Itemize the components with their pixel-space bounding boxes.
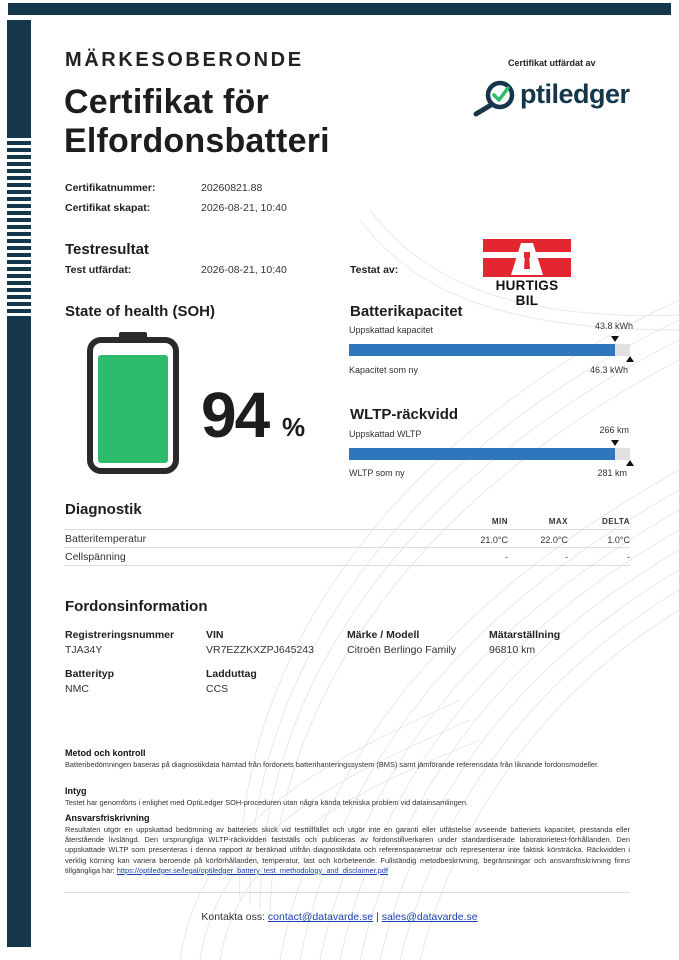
- optiledger-logo-icon: [470, 78, 526, 118]
- vehicle-heading: Fordonsinformation: [65, 598, 208, 615]
- cert-number-label: Certifikatnummer:: [65, 182, 156, 194]
- model-label: Märke / Modell: [347, 629, 420, 641]
- charge-port-label: Ladduttag: [206, 668, 257, 680]
- disclaimer-heading: Ansvarsfriskrivning: [65, 813, 150, 823]
- range-estimated-value: 266 km: [599, 425, 629, 435]
- method-heading: Metod och kontroll: [65, 748, 146, 758]
- battery-type-label: Batterityp: [65, 668, 115, 680]
- cert-created-label: Certifikat skapat:: [65, 202, 151, 214]
- optiledger-logo-text: ptiledger: [520, 79, 630, 109]
- range-new-value: 281 km: [597, 468, 627, 478]
- diag-row-max: 22.0°C: [540, 535, 568, 545]
- contact-line: [0, 911, 679, 923]
- battery-icon: [87, 332, 179, 474]
- vin-label: VIN: [206, 629, 224, 641]
- range-new-marker: [626, 460, 634, 466]
- odometer-label: Mätarställning: [489, 629, 561, 641]
- range-heading: WLTP-räckvidd: [350, 406, 459, 423]
- vin-value: VR7EZZKXZPJ645243: [206, 644, 314, 656]
- odometer-value: 96810 km: [489, 644, 536, 656]
- capacity-new-value: 46.3 kWh: [589, 365, 628, 375]
- diag-rule: [64, 565, 630, 566]
- tested-by-label: Testat av:: [350, 264, 399, 276]
- reg-label: Registreringsnummer: [65, 629, 175, 641]
- diag-row-min: -: [505, 552, 508, 562]
- cert-created-value: 2026-08-21, 10:40: [201, 202, 287, 214]
- disclaimer-link[interactable]: https://optiledger.se/legal/optiledger_battery_test_methodology_and_disclaimer.pdf: [116, 865, 388, 875]
- reg-value: TJA34Y: [65, 644, 103, 656]
- test-issued-value: 2026-08-21, 10:40: [201, 264, 287, 276]
- title-line-1: Certifikat för: [64, 83, 269, 121]
- capacity-bar: [349, 344, 630, 356]
- hurtigs-logo-text: HURTIGS BIL: [495, 278, 559, 308]
- range-bar-fill: [349, 448, 615, 460]
- range-bar: [349, 448, 630, 460]
- soh-unit: %: [282, 412, 306, 442]
- diag-rule: [64, 547, 630, 548]
- diag-row-label: Batteritemperatur: [65, 533, 147, 545]
- diag-col-max: MAX: [548, 517, 568, 526]
- attest-text: Testet har genomförts i enlighet med OptiLedger SOH-proceduren utan några kända tekniska problem vid datainsamlingen.: [65, 798, 469, 807]
- capacity-heading: Batterikapacitet: [350, 303, 463, 320]
- capacity-new-label: Kapacitet som ny: [349, 365, 419, 375]
- eyebrow-label: MÄRKESOBERONDE: [65, 49, 304, 71]
- soh-value: 94: [201, 379, 269, 451]
- method-text: Batteribedömningen baseras på diagnostikdata hämtad från fordonets batterihanteringssystem (BMS) samt jämförande referensdata från liknande fordonsmodeller.: [65, 760, 600, 769]
- capacity-new-marker: [626, 356, 634, 362]
- diag-row-delta: 1.0°C: [607, 535, 630, 545]
- hurtigs-road-icon: [483, 239, 571, 277]
- disclaimer-text: Resultaten utgör en uppskattad bedömning av batteriets skick vid testtillfället och utgör inte en garanti eller utfästelse avseende batteriets kapacitet, prestanda eller återstående livslängd. Den ursprungliga WLTP-räckvidden fastställs och publiceras av fordonstillverkaren under standardiserade laboratorietest-förhållanden. Den uppskattade WLTP som presenteras i denna rapport är beräknad utifrån diagnostikdata och referensparametrar och representerar inte faktisk körsträcka. Räckvidden i verklig körning kan variera beroende på körförhållanden, temperatur, last och körbeteende. Fullständig metodbeskrivning, begränsningar och ansvarsfriskrivning finns tillgängliga här:: [65, 825, 630, 875]
- top-bar: [8, 3, 671, 15]
- hurtigs-bil-logo: [483, 239, 571, 308]
- soh-heading: State of health (SOH): [65, 303, 216, 320]
- diag-rule: [64, 529, 630, 530]
- footer-rule: [64, 892, 630, 893]
- capacity-estimated-label: Uppskattad kapacitet: [349, 325, 434, 335]
- model-value: Citroën Berlingo Family: [347, 644, 457, 656]
- diag-row-label: Cellspänning: [65, 551, 126, 563]
- diag-row-delta: -: [627, 552, 630, 562]
- capacity-bar-fill: [349, 344, 615, 356]
- disclaimer-paragraph: [65, 825, 630, 876]
- title-line-2: Elfordonsbatteri: [64, 122, 330, 160]
- diag-row-max: -: [565, 552, 568, 562]
- diagnostics-heading: Diagnostik: [65, 501, 142, 518]
- battery-fill: [98, 355, 168, 463]
- range-new-label: WLTP som ny: [349, 468, 405, 478]
- attest-heading: Intyg: [65, 786, 87, 796]
- contact-email-link[interactable]: contact@datavarde.se: [267, 911, 374, 923]
- contact-separator: |: [376, 911, 379, 923]
- issued-by-label: Certifikat utfärdat av: [508, 58, 596, 68]
- sales-email-link[interactable]: sales@datavarde.se: [381, 911, 478, 923]
- capacity-estimated-value: 43.8 kWh: [594, 321, 633, 331]
- diag-col-min: MIN: [491, 517, 508, 526]
- test-result-heading: Testresultat: [65, 241, 149, 258]
- side-stripes: [7, 134, 31, 319]
- cert-number-value: 20260821.88: [201, 182, 263, 194]
- battery-type-value: NMC: [65, 683, 89, 695]
- range-estimated-label: Uppskattad WLTP: [349, 429, 422, 439]
- test-issued-label: Test utfärdat:: [65, 264, 132, 276]
- charge-port-value: CCS: [206, 683, 229, 695]
- range-estimated-marker: [611, 440, 619, 446]
- diag-row-min: 21.0°C: [480, 535, 508, 545]
- contact-label: Kontakta oss:: [201, 911, 265, 923]
- capacity-estimated-marker: [611, 336, 619, 342]
- diag-col-delta: DELTA: [602, 517, 630, 526]
